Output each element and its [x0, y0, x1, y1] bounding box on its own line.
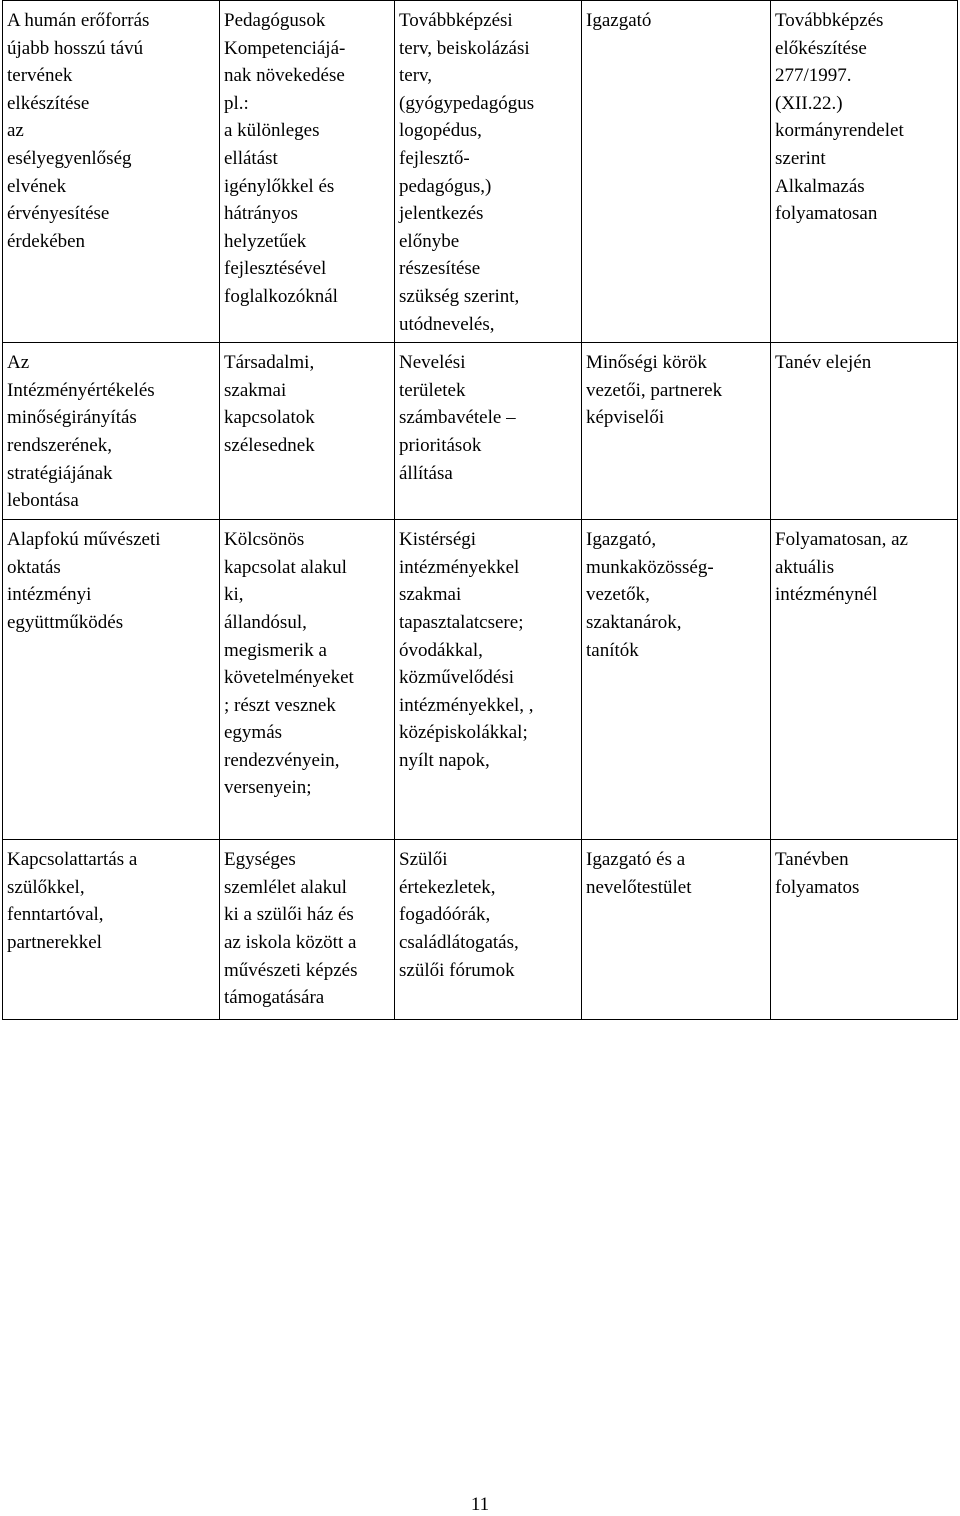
cell-line: középiskolákkal; — [399, 722, 528, 744]
cell-line: Továbbképzési — [399, 10, 513, 31]
cell-line: nak növekedése — [224, 65, 345, 87]
cell-line: szakmai — [224, 379, 287, 401]
cell-line: Igazgató, — [586, 529, 657, 551]
table-cell — [582, 343, 771, 520]
cell-line: elvének — [7, 175, 67, 197]
cell-line: érvényesítése — [7, 203, 110, 225]
table-cell — [220, 1, 395, 343]
table-cell — [395, 1, 582, 343]
cell-line: együttműködés — [7, 611, 124, 633]
cell-line: Az — [7, 352, 30, 374]
cell-line: Alkalmazás — [775, 175, 865, 197]
cell-line: Egységes — [224, 849, 296, 871]
cell-line: a különleges — [224, 120, 320, 142]
cell-line: fenntartóval, — [7, 904, 104, 926]
cell-line: művészeti képzés — [224, 959, 358, 981]
table-cell — [3, 1, 220, 343]
table-cell — [220, 343, 395, 520]
cell-line: intézményi — [7, 584, 92, 606]
table-cell — [220, 840, 395, 1020]
cell-line: vezetők, — [586, 584, 650, 606]
cell-line: igénylőkkel és — [224, 175, 335, 197]
cell-line: tervének — [7, 65, 73, 87]
cell-line: fejlesztésével — [224, 258, 327, 280]
table-row — [3, 1, 958, 343]
table-cell — [395, 520, 582, 840]
cell-line: területek — [399, 379, 466, 401]
cell-line: szemlélet alakul — [224, 876, 347, 898]
cell-line: szélesednek — [224, 434, 315, 456]
table-cell — [3, 840, 220, 1020]
cell-line: nyílt napok, — [399, 749, 490, 771]
cell-line: rendszerének, — [7, 434, 112, 456]
cell-line: versenyein; — [224, 777, 312, 799]
cell-line: óvodákkal, — [399, 639, 483, 661]
cell-line: ; részt vesznek — [224, 694, 336, 716]
cell-line: részesítése — [399, 258, 481, 280]
cell-line: az — [7, 120, 24, 142]
cell-line: Igazgató és a — [586, 849, 686, 871]
cell-line: közművelődési — [399, 667, 515, 689]
cell-line: terv, — [399, 65, 433, 87]
cell-line: családlátogatás, — [399, 931, 519, 953]
cell-line: oktatás — [7, 556, 61, 578]
table-cell — [771, 343, 958, 520]
cell-line: Nevelési — [399, 352, 466, 374]
cell-line: folyamatos — [775, 876, 860, 898]
cell-line: tapasztalatcsere; — [399, 611, 524, 633]
cell-line: érdekében — [7, 230, 86, 252]
table-cell — [582, 1, 771, 343]
cell-line: munkaközösség- — [586, 556, 714, 578]
cell-line: esélyegyenlőség — [7, 147, 132, 169]
page-number: 11 — [470, 1494, 490, 1515]
cell-line: aktuális — [775, 556, 835, 578]
cell-line: ki, — [224, 584, 244, 606]
table-row — [3, 840, 958, 1020]
cell-line: Alapfokú művészeti — [7, 529, 161, 551]
cell-line: szükség szerint, — [399, 285, 520, 307]
table-cell — [771, 520, 958, 840]
table-cell — [582, 840, 771, 1020]
cell-line: (gyógypedagógus — [399, 92, 535, 114]
cell-line: Igazgató — [586, 10, 652, 31]
table-cell — [395, 343, 582, 520]
cell-line: lebontása — [7, 490, 79, 512]
cell-line: logopédus, — [399, 120, 482, 142]
cell-line: előkészítése — [775, 37, 867, 59]
cell-line: Tanév elején — [775, 352, 872, 374]
cell-line: jelentkezés — [399, 203, 484, 225]
cell-line: helyzetűek — [224, 230, 307, 252]
cell-line: szülőkkel, — [7, 876, 85, 898]
cell-line: intézményekkel — [399, 556, 520, 578]
cell-line: Kompetenciájá- — [224, 37, 346, 59]
cell-line: folyamatosan — [775, 203, 878, 225]
cell-line: támogatására — [224, 987, 325, 1009]
cell-line: vezetői, partnerek — [586, 379, 723, 401]
cell-line: az iskola között a — [224, 931, 357, 953]
cell-line: állandósul, — [224, 611, 307, 633]
cell-line: szaktanárok, — [586, 611, 682, 633]
cell-line: kormányrendelet — [775, 120, 904, 142]
cell-line: előnybe — [399, 230, 460, 252]
cell-line: újabb hosszú távú — [7, 37, 144, 59]
cell-line: (XII.22.) — [775, 92, 843, 114]
cell-line: Tanévben — [775, 849, 849, 871]
cell-line: stratégiájának — [7, 462, 113, 484]
cell-line: partnerekkel — [7, 931, 102, 953]
cell-line: Továbbképzés — [775, 10, 884, 31]
cell-line: Szülői — [399, 849, 448, 871]
cell-line: Pedagógusok — [224, 10, 326, 31]
cell-line: A humán erőforrás — [7, 10, 150, 31]
table-cell — [3, 343, 220, 520]
cell-line: minőségirányítás — [7, 407, 137, 429]
table-cell — [582, 520, 771, 840]
cell-line: Társadalmi, — [224, 352, 315, 374]
cell-line: szerint — [775, 147, 826, 169]
table-cell — [395, 840, 582, 1020]
cell-line: rendezvényein, — [224, 749, 340, 771]
cell-line: számbavétele – — [399, 407, 516, 429]
cell-line: képviselői — [586, 407, 665, 429]
cell-line: kapcsolat alakul — [224, 556, 347, 578]
cell-line: 277/1997. — [775, 65, 852, 87]
cell-line: intézménynél — [775, 584, 878, 606]
table-cell — [771, 1, 958, 343]
cell-line: terv, beiskolázási — [399, 37, 530, 59]
cell-line: fogadóórák, — [399, 904, 491, 926]
cell-line: utódnevelés, — [399, 313, 495, 335]
table-cell — [771, 840, 958, 1020]
cell-line: Intézményértékelés — [7, 379, 155, 401]
cell-line: ellátást — [224, 147, 278, 169]
table-cell — [220, 520, 395, 840]
cell-line: nevelőtestület — [586, 876, 692, 898]
cell-line: elkészítése — [7, 92, 90, 114]
table-cell — [3, 520, 220, 840]
cell-line: állítása — [399, 462, 453, 484]
cell-line: foglalkozóknál — [224, 285, 338, 307]
table-row — [3, 343, 958, 520]
cell-line: Minőségi körök — [586, 352, 707, 374]
cell-line: követelményeket — [224, 667, 354, 689]
cell-line: hátrányos — [224, 203, 298, 225]
cell-line: ki a szülői ház és — [224, 904, 354, 926]
cell-line: megismerik a — [224, 639, 327, 661]
cell-line: Folyamatosan, az — [775, 529, 908, 551]
cell-line: pl.: — [224, 92, 249, 114]
cell-line: fejlesztő- — [399, 147, 470, 169]
cell-line: tanítók — [586, 639, 639, 661]
main-table-body — [3, 1, 958, 1020]
cell-line: Kistérségi — [399, 529, 477, 551]
cell-line: Kölcsönös — [224, 529, 305, 551]
table-row — [3, 520, 958, 840]
cell-line: intézményekkel, , — [399, 694, 534, 716]
cell-line: Kapcsolattartás a — [7, 849, 138, 871]
cell-line: kapcsolatok — [224, 407, 315, 429]
cell-line: szülői fórumok — [399, 959, 515, 981]
cell-line: szakmai — [399, 584, 462, 606]
cell-line: prioritások — [399, 434, 482, 456]
cell-line: egymás — [224, 722, 283, 744]
cell-line: pedagógus,) — [399, 175, 492, 197]
cell-line: értekezletek, — [399, 876, 496, 898]
main-table — [2, 0, 958, 1020]
